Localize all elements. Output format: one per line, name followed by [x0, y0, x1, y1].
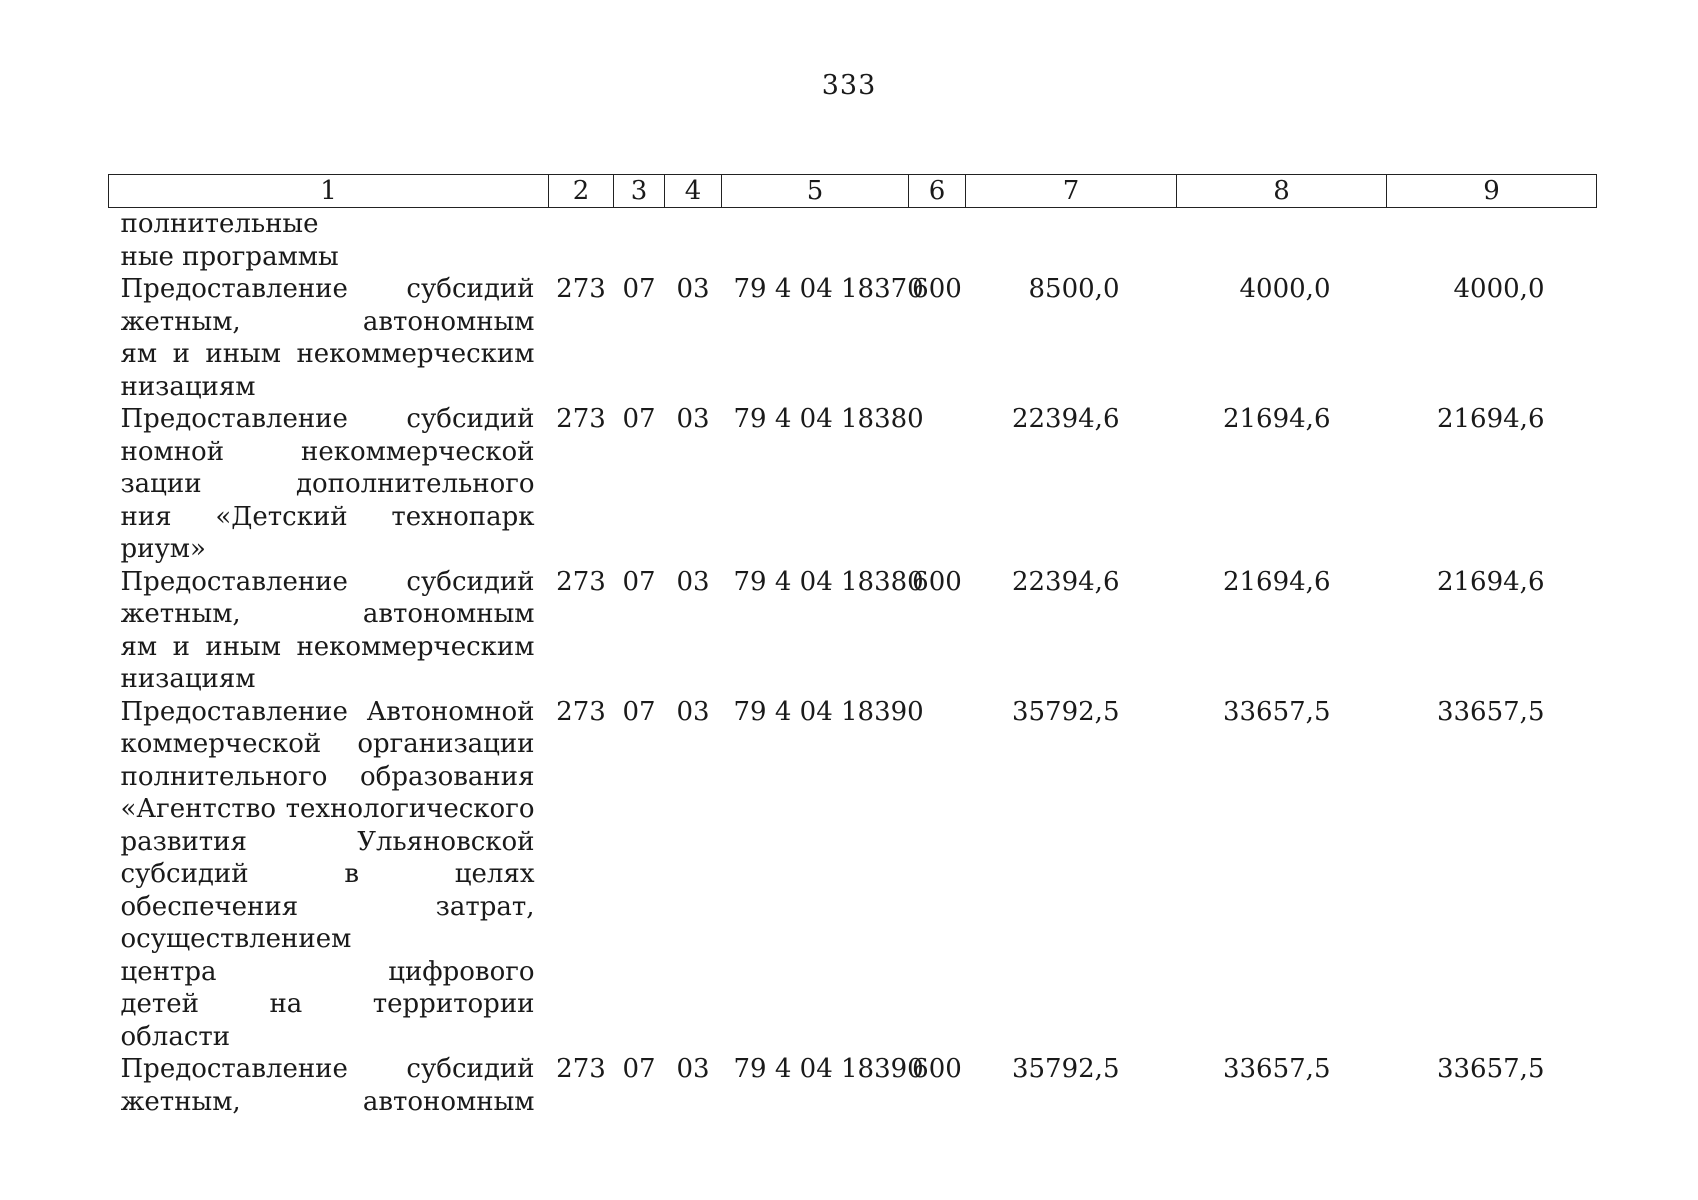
- column-header-9: 9: [1387, 175, 1597, 208]
- cell-section-code: 07: [622, 1054, 656, 1084]
- cell-target-article: 79 4 04 18380: [733, 404, 924, 434]
- table-row: [109, 273, 1597, 403]
- cell-subsection-code: 03: [676, 274, 710, 304]
- cell-amount-8: 21694,6: [1222, 566, 1331, 597]
- description-line: низациям: [120, 664, 256, 694]
- cell-section-code: [614, 208, 665, 274]
- cell-subsection-code: 03: [676, 404, 710, 434]
- cell-amount-7: 8500,0: [1028, 274, 1120, 304]
- description-line: номной некоммерческой: [120, 436, 535, 467]
- cell-amount-7: 35792,5: [1011, 1054, 1120, 1084]
- column-header-6: 6: [909, 175, 966, 208]
- description-line: полнительного образования: [120, 761, 535, 792]
- description-line: обеспечения затрат,: [120, 891, 535, 922]
- description-line: ям и иным некоммерческим: [120, 339, 535, 369]
- cell-expense-type: 600: [912, 566, 962, 597]
- description-line: жетным, автономным: [120, 1086, 535, 1117]
- description-line: жетным, автономным: [120, 599, 535, 629]
- cell-expense-type: 600: [912, 274, 962, 304]
- cell-amount-8: 4000,0: [1239, 274, 1331, 304]
- cell-ministry-code: [549, 208, 614, 274]
- budget-table: [108, 174, 1597, 1118]
- description-line: риум»: [120, 534, 206, 564]
- cell-target-article: 79 4 04 18370: [733, 274, 924, 304]
- description-line: коммерческой организации: [120, 729, 535, 759]
- description-line: жетным, автономным: [120, 306, 535, 337]
- column-header-8: 8: [1177, 175, 1387, 208]
- description-line: ные программы: [120, 241, 339, 272]
- cell-ministry-code: 273: [556, 696, 606, 727]
- column-header-1: 1: [109, 175, 549, 208]
- description-line: развития Ульяновской: [120, 826, 535, 857]
- cell-ministry-code: 273: [556, 274, 606, 304]
- cell-section-code: 07: [622, 566, 656, 597]
- cell-amount-9: 33657,5: [1436, 1054, 1545, 1084]
- cell-expense-type: [909, 696, 966, 1054]
- description-line: осуществлением: [120, 924, 352, 954]
- cell-target-article: 79 4 04 18390: [733, 1054, 924, 1084]
- cell-amount-9: [1387, 208, 1597, 274]
- cell-expense-type: 600: [912, 1054, 962, 1084]
- description-line: Предоставление субсидий: [120, 404, 535, 434]
- cell-amount-7: 35792,5: [1011, 696, 1120, 727]
- column-header-2: 2: [549, 175, 614, 208]
- cell-section-code: 07: [622, 696, 656, 727]
- table-row: [109, 1053, 1597, 1118]
- column-header-3: 3: [614, 175, 665, 208]
- column-header-5: 5: [722, 175, 909, 208]
- description-line: низациям: [120, 371, 256, 402]
- description-line: центра цифрового: [120, 956, 535, 987]
- cell-subsection-code: 03: [676, 696, 710, 727]
- table-row: [109, 403, 1597, 566]
- cell-target-article: 79 4 04 18380: [733, 566, 924, 597]
- table-row: [109, 208, 1597, 274]
- cell-target-article: 79 4 04 18390: [733, 696, 924, 727]
- cell-amount-8: [1177, 208, 1387, 274]
- cell-subsection-code: [665, 208, 722, 274]
- cell-subsection-code: 03: [676, 566, 710, 597]
- cell-subsection-code: 03: [676, 1054, 710, 1084]
- description-line: зации дополнительного: [120, 469, 535, 499]
- description-line: полнительные: [120, 209, 319, 239]
- column-header-4: 4: [665, 175, 722, 208]
- cell-amount-8: 33657,5: [1222, 696, 1331, 727]
- description-line: детей на территории: [120, 989, 535, 1019]
- description-line: «Агентство технологического: [120, 794, 535, 824]
- cell-amount-7: [966, 208, 1177, 274]
- row-description: [109, 403, 549, 566]
- table-row: [109, 566, 1597, 696]
- cell-target-article: [722, 208, 909, 274]
- table-row: [109, 696, 1597, 1054]
- cell-amount-9: 21694,6: [1436, 566, 1545, 597]
- page-number: 333: [821, 70, 877, 101]
- cell-amount-9: 4000,0: [1453, 274, 1545, 304]
- cell-amount-9: 33657,5: [1436, 696, 1545, 727]
- cell-amount-8: 33657,5: [1222, 1054, 1331, 1084]
- row-description: [109, 273, 549, 403]
- cell-amount-9: 21694,6: [1436, 404, 1545, 434]
- row-description: [109, 696, 549, 1054]
- cell-ministry-code: 273: [556, 566, 606, 597]
- cell-expense-type: [909, 208, 966, 274]
- description-line: Предоставление Автономной: [120, 696, 535, 727]
- row-description: [109, 566, 549, 696]
- description-line: Предоставление субсидий: [120, 1054, 535, 1084]
- description-line: Предоставление субсидий: [120, 274, 535, 304]
- cell-section-code: 07: [622, 404, 656, 434]
- description-line: Предоставление субсидий: [120, 566, 535, 597]
- description-line: ния «Детский технопарк: [120, 501, 535, 532]
- row-description: [109, 1053, 549, 1118]
- description-line: области: [120, 1021, 231, 1052]
- cell-amount-7: 22394,6: [1011, 404, 1120, 434]
- description-line: субсидий в целях: [120, 859, 535, 889]
- cell-ministry-code: 273: [556, 404, 606, 434]
- description-line: ям и иным некоммерческим: [120, 631, 535, 662]
- cell-ministry-code: 273: [556, 1054, 606, 1084]
- cell-amount-8: 21694,6: [1222, 404, 1331, 434]
- cell-section-code: 07: [622, 274, 656, 304]
- cell-amount-7: 22394,6: [1011, 566, 1120, 597]
- table-header-row: [109, 175, 1597, 208]
- row-description: [109, 208, 549, 274]
- column-header-7: 7: [966, 175, 1177, 208]
